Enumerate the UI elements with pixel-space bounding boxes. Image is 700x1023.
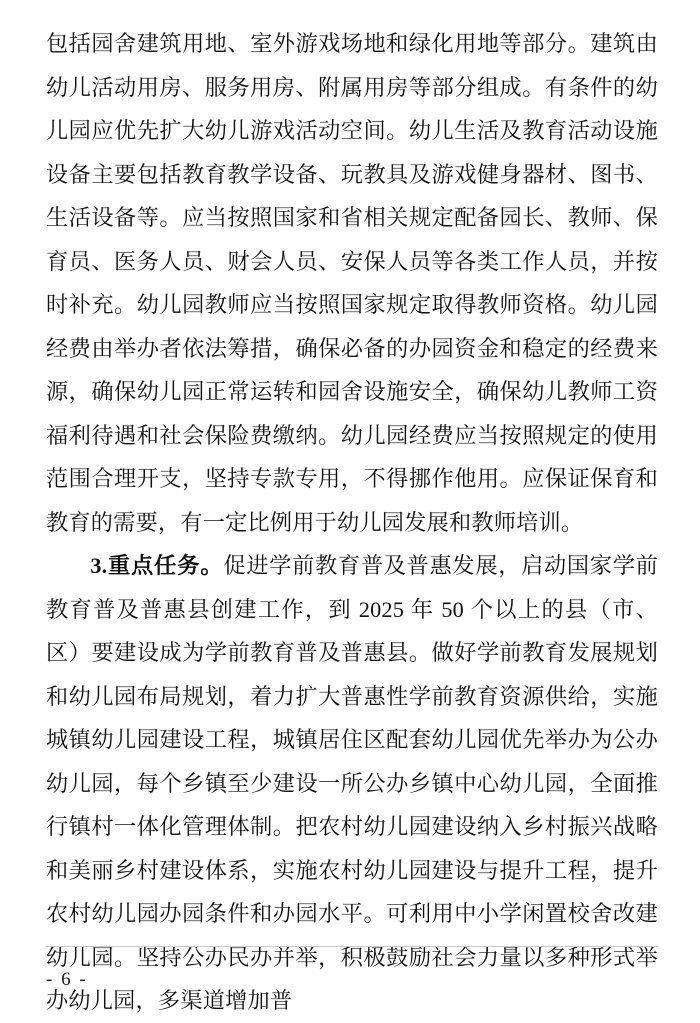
paragraph-facilities-text: 包括园舍建筑用地、室外游戏场地和绿化用地等部分。建筑由幼儿活动用房、服务用房、附属用房等部分组成。有条件的幼儿园应优先扩大幼儿游戏活动空间。幼儿生活及教育活动设施设备主要包括教育教学设备、玩教具及游戏健身器材、图书、生活设备等。应当按照国家和省相关规定配备园长、教师、保育员、医务人员、财会人员、安保人员等各类工作人员，并按时补充。幼儿园教师应当按照国家规定取得教师资格。幼儿园经费由举办者依法筹措，确保必备的办园资金和稳定的经费来源，确保幼儿园正常运转和园舍设施安全，确保幼儿教师工资福利待遇和社会保险费缴纳。幼儿园经费应当按照规定的使用范围合理开支，坚持专款专用，不得挪作他用。应保证保育和教育的需要，有一定比例用于幼儿园发展和教师培训。 — [46, 31, 658, 535]
paragraph-key-tasks-number: 3. — [90, 553, 108, 578]
paragraph-key-tasks-text: 促进学前教育普及普惠发展，启动国家学前教育普及普惠县创建工作，到 2025 年 50 个以上的县（市、区）要建设成为学前教育普及普惠县。做好学前教育发展规划和幼儿园布局规划，着力扩大普惠性学前教育资源供给，实施城镇幼儿园建设工程，城镇居住区配套幼儿园优先举办为公办幼儿园，每个乡镇至少建设一所公办乡镇中心幼儿园，全面推行镇村一体化管理体制。把农村幼儿园建设纳入乡村振兴战略和美丽乡村建设体系，实施农村幼儿园建设与提升工程，提升农村幼儿园办园条件和办园水平。可利用中小学闲置校舍改建幼儿园。坚持公办民办并举，积极鼓励社会力量以多种形式举办幼儿园，多渠道增加普 — [46, 553, 658, 1013]
page-footer — [0, 969, 700, 991]
document-body — [46, 22, 658, 1023]
paragraph-facilities — [46, 22, 658, 544]
page-number: - 6 - — [46, 969, 88, 990]
paragraph-key-tasks — [46, 544, 658, 1023]
footer-divider — [46, 946, 658, 947]
paragraph-key-tasks-title: 重点任务。 — [107, 553, 224, 578]
